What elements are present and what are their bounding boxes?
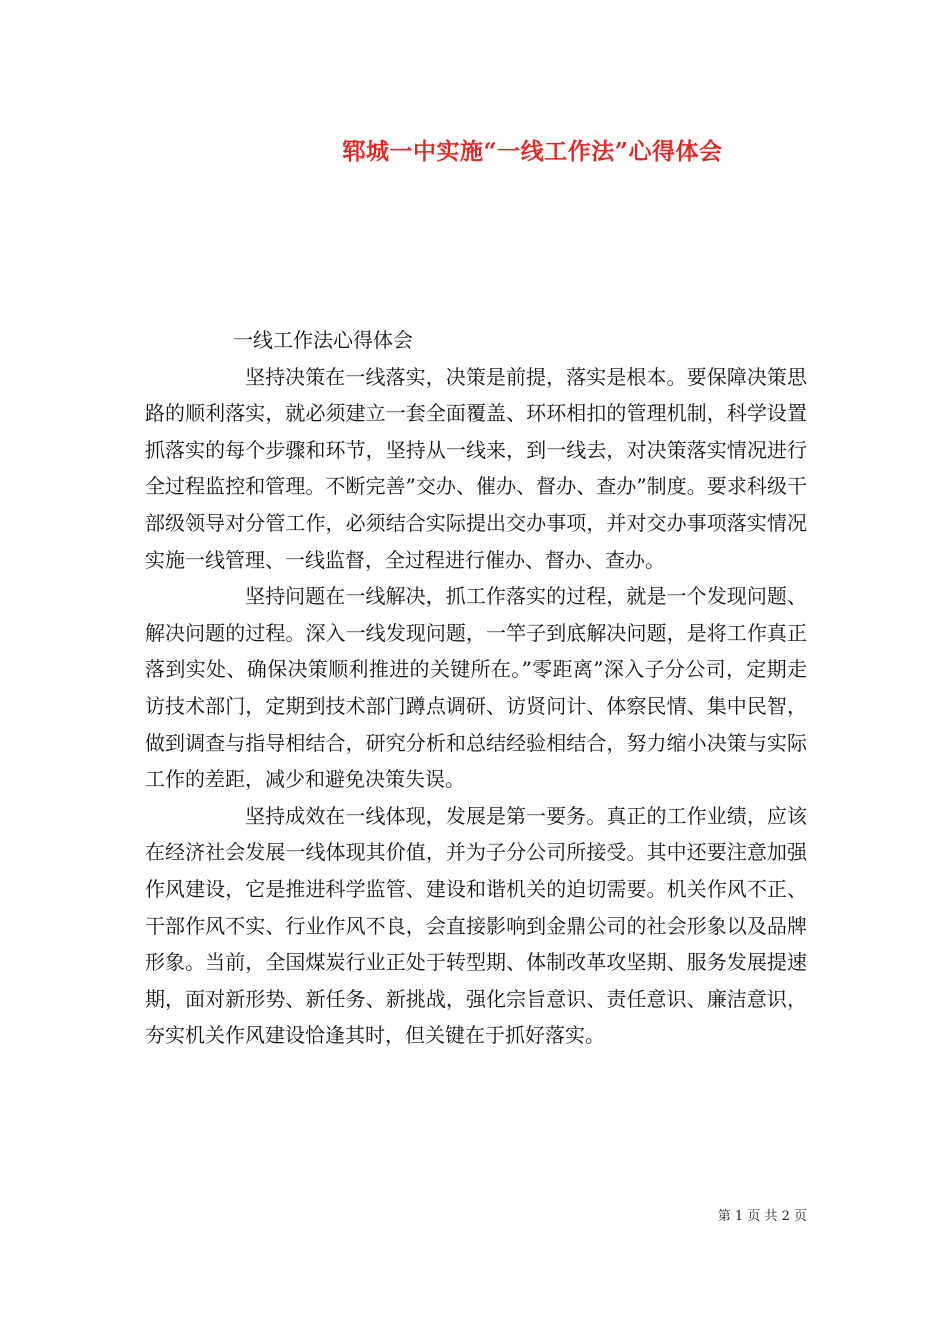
- paragraph-3: 坚持成效在一线体现，发展是第一要务。真正的工作业绩，应该在经济社会发展一线体现其价值，并为子分公司所接受。其中还要注意加强作风建设，它是推进科学监管、建设和谐机关的迫切需要。机关作风不正、干部作风不实、行业作风不良，会直接影响到金鼎公司的社会形象以及品牌形象。当前，全国煤炭行业正处于转型期、体制改革攻坚期、服务发展提速期，面对新形势、新任务、新挑战，强化宗旨意识、责任意识、廉洁意识，夯实机关作风建设恰逢其时，但关键在于抓好落实。: [145, 803, 807, 1048]
- document-body: [145, 322, 807, 1054]
- paragraph-2: 坚持问题在一线解决，抓工作落实的过程，就是一个发现问题、解决问题的过程。深入一线发现问题，一竿子到底解决问题，是将工作真正落到实处、确保决策顺利推进的关键所在。”零距离”深入子分公司，定期走访技术部门，定期到技术部门蹲点调研、访贤问计、体察民情、集中民智，做到调查与指导相结合，研究分析和总结经验相结合，努力缩小决策与实际工作的差距，减少和避免决策失误。: [145, 584, 807, 792]
- page-footer: 第 1 页 共 2 页: [717, 1209, 807, 1224]
- document-title: 郓城一中实施“一线工作法”心得体会: [342, 138, 723, 165]
- paragraph-1: 坚持决策在一线落实，决策是前提，落实是根本。要保障决策思路的顺利落实，就必须建立一套全面覆盖、环环相扣的管理机制，科学设置抓落实的每个步骤和环节，坚持从一线来，到一线去，对决策落实情况进行全过程监控和管理。不断完善”交办、催办、督办、查办”制度。要求科级干部级领导对分管工作，必须结合实际提出交办事项，并对交办事项落实情况实施一线管理、一线监督，全过程进行催办、督办、查办。: [145, 364, 807, 572]
- document-subtitle: 一线工作法心得体会: [233, 328, 413, 352]
